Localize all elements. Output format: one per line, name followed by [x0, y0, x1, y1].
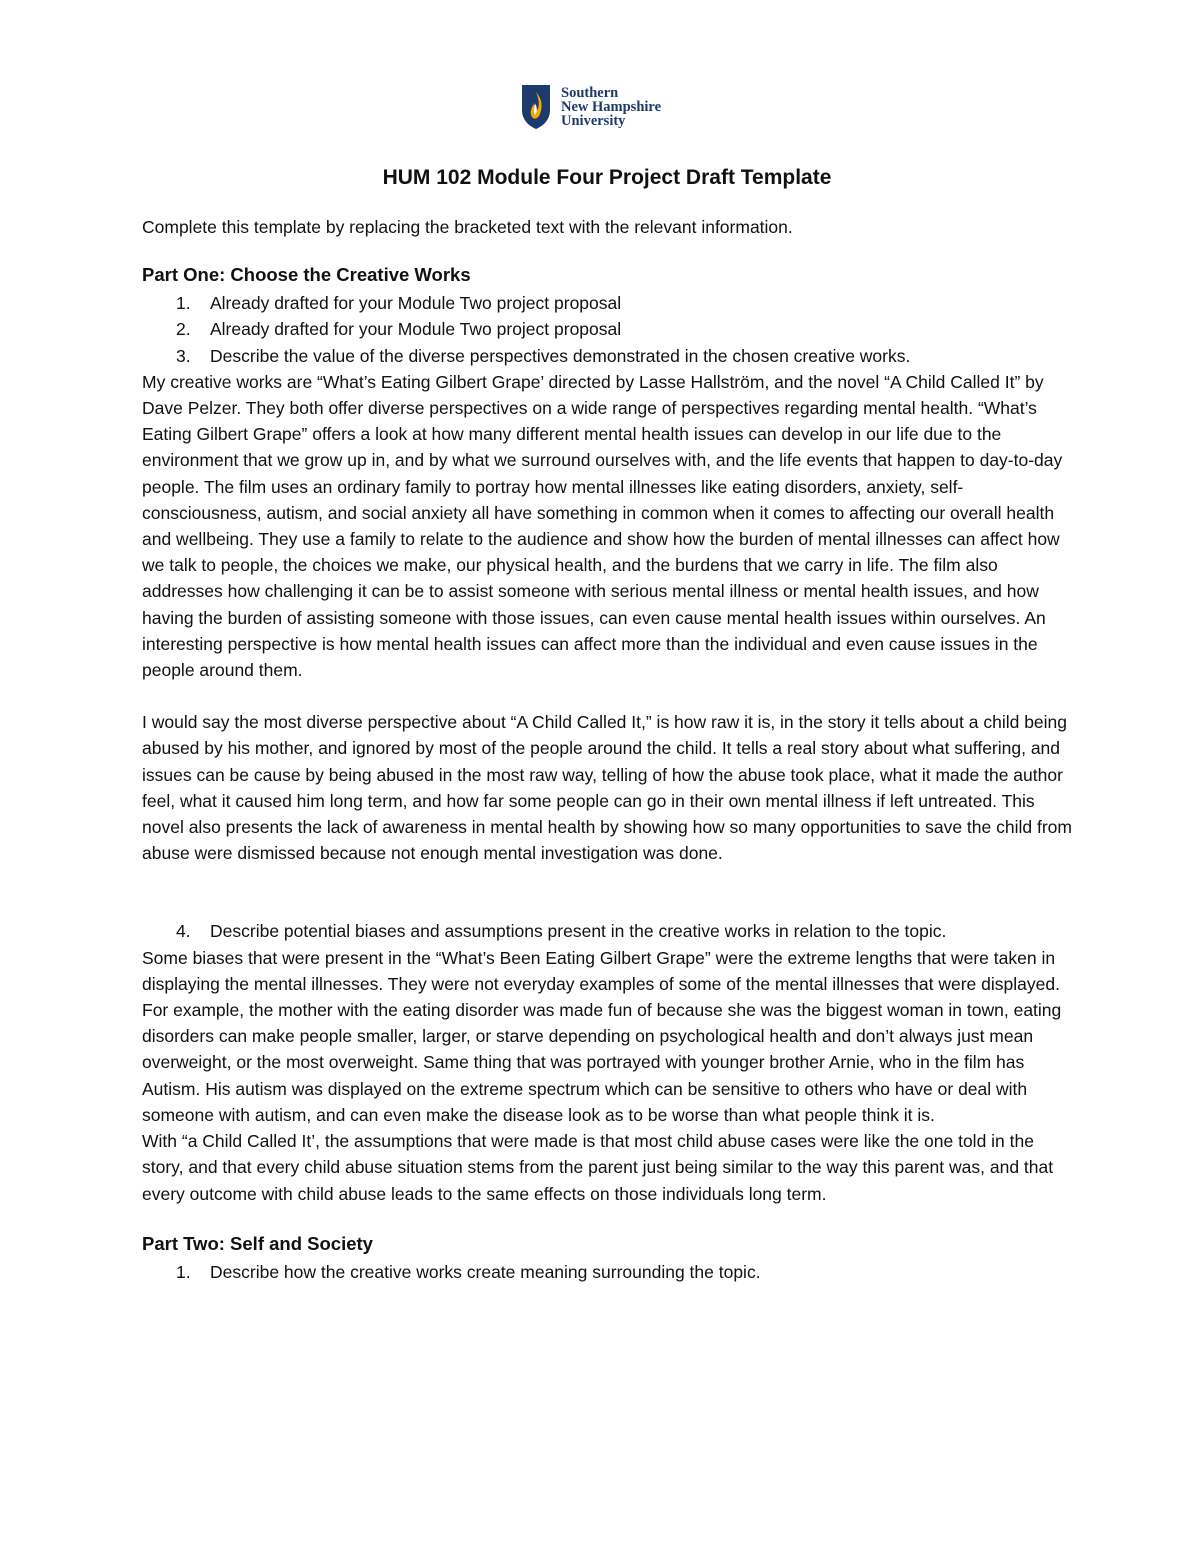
list-text: Already drafted for your Module Two project proposal [210, 293, 622, 314]
list-item [142, 290, 1072, 316]
list-item [142, 1259, 1072, 1285]
page-title: HUM 102 Module Four Project Draft Template [382, 166, 832, 189]
list-number: 1. [176, 1261, 191, 1282]
list-number: 2. [176, 319, 191, 340]
list-number: 1. [176, 293, 191, 314]
part-two-heading: Part Two: Self and Society [142, 1232, 373, 1254]
answer-3-paragraph-1: My creative works are “What’s Eating Gilbert Grape’ directed by Lasse Hallström, and the novel “A Child Called It” by Dave Pelzer. They both offer diverse perspectives on a wide range of perspectives regarding mental health. “What’s Eating Gilbert Grape” offers a look at how many different mental health issues can develop in our life due to the environment that we grow up in, and by what we surround ourselves with, and the life events that happen to day-to-day people. The film uses an ordinary family to portray how mental illnesses like eating disorders, anxiety, self-consciousness, autism, and social anxiety all have something in common when it comes to affecting our overall health and wellbeing. They use a family to relate to the audience and show how the burden of mental illnesses can affect how we talk to people, the choices we make, our physical health, and the burdens that we carry in life. The film also addresses how challenging it can be to assist someone with serious mental illness or mental health issues, and how having the burden of assisting someone with those issues, can even cause mental health issues within ourselves. An interesting perspective is how mental health issues can affect more than the individual and even cause issues in the people around them. [142, 371, 1063, 681]
logo-line-3: University [561, 113, 626, 129]
list-text: Already drafted for your Module Two project proposal [210, 319, 622, 340]
answer-3-paragraph-2: I would say the most diverse perspective about “A Child Called It,” is how raw it is, in the story it tells about a child being abused by his mother, and ignored by most of the people around the child. It tells a real story about what suffering, and issues can be cause by being abused in the most raw way, telling of how the abuse took place, what it made the author feel, what it caused him long term, and how far some people can go in their own mental illness if left untreated. This novel also presents the lack of awareness in mental health by showing how so many opportunities to save the child from abuse were dismissed because not enough mental investigation was done. [142, 712, 1072, 864]
list-number: 3. [176, 345, 191, 366]
document-body [142, 160, 1072, 1285]
list-text: Describe the value of the diverse perspectives demonstrated in the chosen creative works. [210, 345, 911, 366]
university-logo [521, 84, 661, 130]
list-number: 4. [176, 921, 191, 942]
list-item [142, 343, 1072, 369]
logo-line-2: New Hampshire [561, 99, 662, 115]
list-item [142, 316, 1072, 342]
list-text: Describe how the creative works create meaning surrounding the topic. [210, 1261, 761, 1282]
logo-line-1: Southern [561, 85, 619, 101]
snhu-shield-flame-icon [521, 84, 551, 130]
part-one-heading: Part One: Choose the Creative Works [142, 264, 471, 286]
logo-wordmark [561, 86, 661, 128]
answer-4-paragraph-2: With “a Child Called It’, the assumptions that were made is that most child abuse cases were like the one told in the story, and that every child abuse situation stems from the parent just being similar to the way this parent was, and that every outcome with child abuse leads to the same effects on those individuals long term. [142, 1131, 1054, 1204]
intro-text: Complete this template by replacing the bracketed text with the relevant information. [142, 217, 793, 237]
answer-4-paragraph-1: Some biases that were present in the “What’s Been Eating Gilbert Grape” were the extreme lengths that were taken in displaying the mental illnesses. They were not everyday examples of some of the mental illnesses that were displayed. For example, the mother with the eating disorder was made fun of because she was the biggest woman in town, eating disorders can make people smaller, larger, or starve depending on psychological health and don’t always just mean overweight, or the most overweight. Same thing that was portrayed with younger brother Arnie, who in the film has Autism. His autism was displayed on the extreme spectrum which can be sensitive to others who have or deal with someone with autism, and can even make the disease look as to be worse than what people think it is. [142, 947, 1062, 1125]
list-text: Describe potential biases and assumptions present in the creative works in relation to the topic. [210, 921, 947, 942]
list-item [142, 918, 1072, 944]
